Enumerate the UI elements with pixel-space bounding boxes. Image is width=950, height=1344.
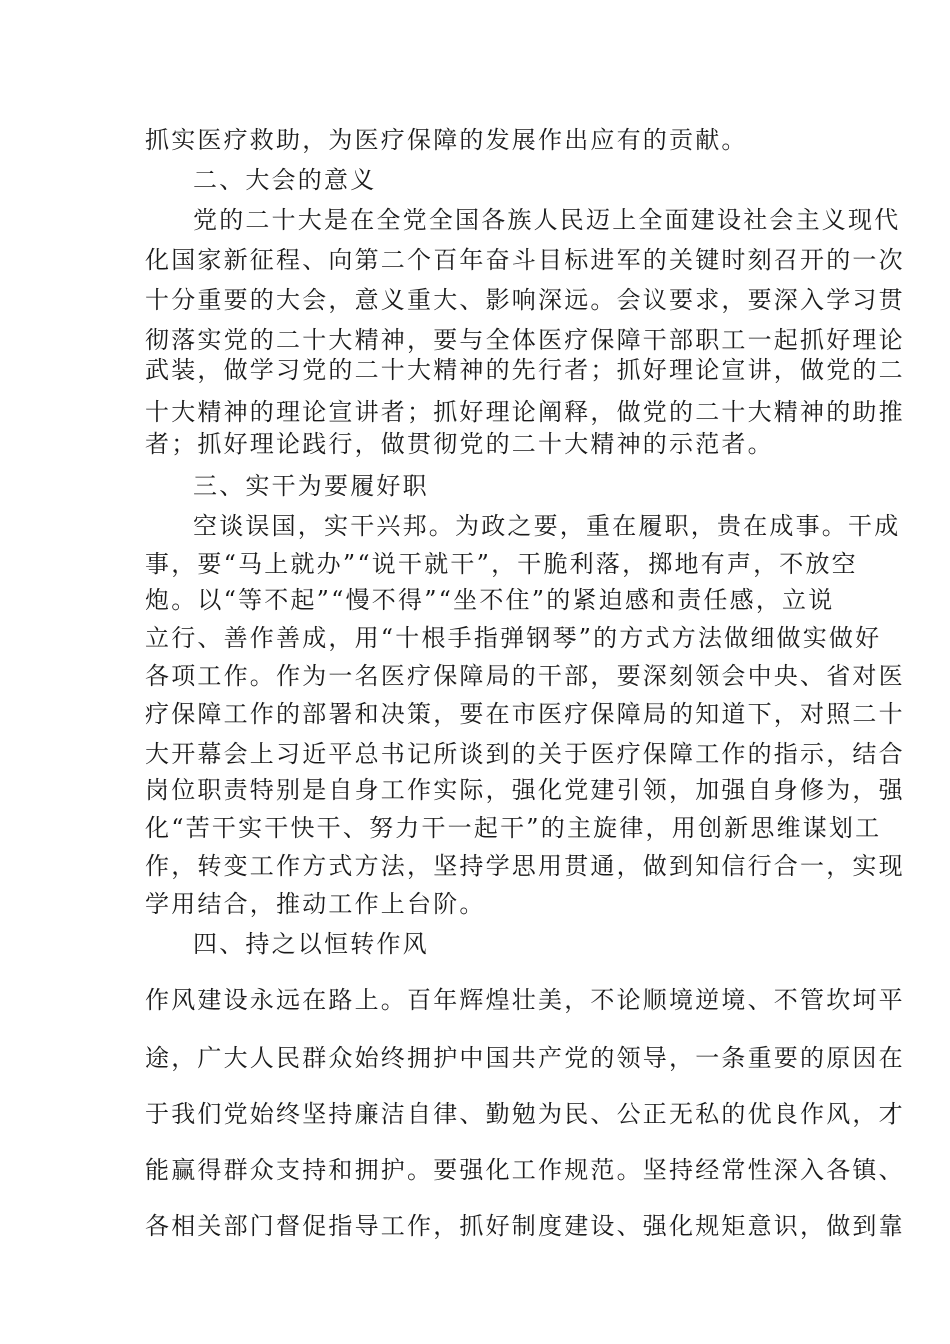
section-heading: 三、实干为要履好职 [193, 472, 429, 500]
paragraph-line: 化“苦干实干快干、努力干一起干”的主旋律，用创新思维谋划工 [145, 814, 882, 842]
paragraph-line: 武装，做学习党的二十大精神的先行者；抓好理论宣讲，做党的二 [145, 356, 905, 384]
paragraph-line: 作风建设永远在路上。百年辉煌壮美，不论顺境逆境、不管坎坷平 [145, 986, 905, 1014]
paragraph-line: 十大精神的理论宣讲者；抓好理论阐释，做党的二十大精神的助推 [145, 398, 905, 426]
paragraph-line: 各项工作。作为一名医疗保障局的干部，要深刻领会中央、省对医 [145, 662, 905, 690]
paragraph-line: 抓实医疗救助，为医疗保障的发展作出应有的贡献。 [145, 126, 748, 154]
paragraph-line: 事，要“马上就办”“说干就干”，干脆利落，掷地有声，不放空 [145, 550, 858, 578]
paragraph-line: 炮。以“等不起”“慢不得”“坐不住”的紧迫感和责任感，立说 [145, 586, 835, 614]
paragraph-line: 空谈误国，实干兴邦。为政之要，重在履职，贵在成事。干成 [193, 512, 901, 540]
paragraph-line: 十分重要的大会，意义重大、影响深远。会议要求，要深入学习贯 [145, 286, 905, 314]
paragraph-line: 各相关部门督促指导工作，抓好制度建设、强化规矩意识，做到靠 [145, 1212, 905, 1240]
section-heading: 四、持之以恒转作风 [193, 930, 429, 958]
paragraph-line: 党的二十大是在全党全国各族人民迈上全面建设社会主义现代 [193, 206, 901, 234]
paragraph-line: 能赢得群众支持和拥护。要强化工作规范。坚持经常性深入各镇、 [145, 1156, 905, 1184]
paragraph-line: 途，广大人民群众始终拥护中国共产党的领导，一条重要的原因在 [145, 1044, 905, 1072]
paragraph-line: 化国家新征程、向第二个百年奋斗目标进军的关键时刻召开的一次 [145, 246, 905, 274]
paragraph-line: 岗位职责特别是自身工作实际，强化党建引领，加强自身修为，强 [145, 776, 905, 804]
paragraph-line: 作，转变工作方式方法，坚持学思用贯通，做到知信行合一，实现 [145, 852, 905, 880]
paragraph-line: 大开幕会上习近平总书记所谈到的关于医疗保障工作的指示，结合 [145, 740, 905, 768]
paragraph-line: 者；抓好理论践行，做贯彻党的二十大精神的示范者。 [145, 430, 774, 458]
paragraph-line: 立行、善作善成，用“十根手指弹钢琴”的方式方法做细做实做好 [145, 624, 882, 652]
paragraph-line: 疗保障工作的部署和决策，要在市医疗保障局的知道下，对照二十 [145, 700, 905, 728]
paragraph-line: 于我们党始终坚持廉洁自律、勤勉为民、公正无私的优良作风，才 [145, 1100, 905, 1128]
paragraph-line: 学用结合，推动工作上台阶。 [145, 890, 486, 918]
paragraph-line: 彻落实党的二十大精神，要与全体医疗保障干部职工一起抓好理论 [145, 326, 905, 354]
section-heading: 二、大会的意义 [193, 166, 377, 194]
